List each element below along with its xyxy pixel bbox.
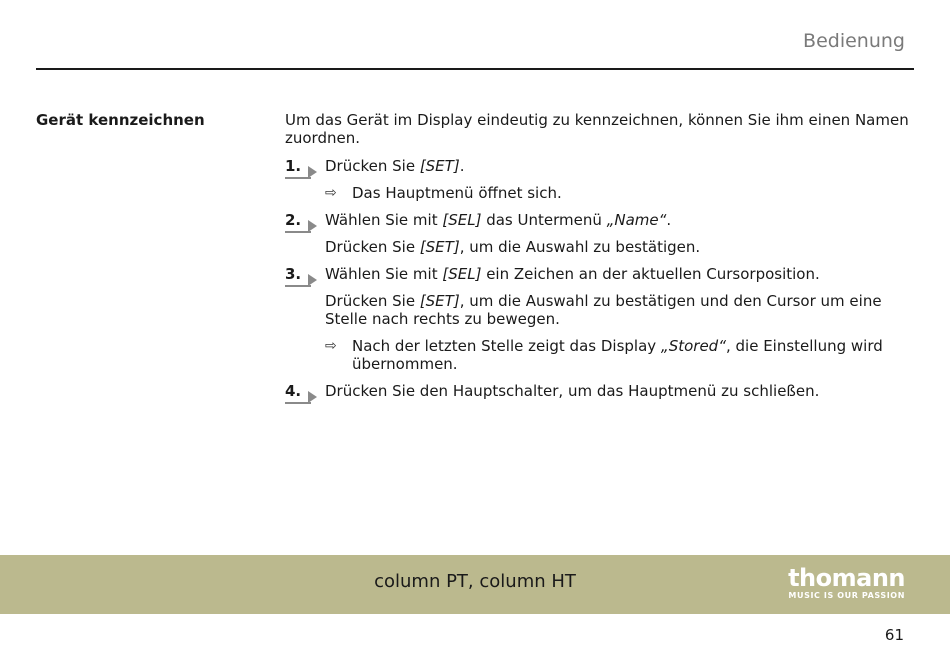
header-divider (36, 68, 914, 70)
text: Drücken Sie (325, 157, 420, 175)
step-arrow-head-icon (308, 274, 317, 286)
step-number-label: 4. (285, 382, 302, 400)
step-arrow-head-icon (308, 166, 317, 178)
text: Drücken Sie (325, 292, 420, 310)
text: . (459, 157, 465, 175)
text: , um die Auswahl zu bestätigen und den Cursor um eine Stelle nach rechts zu bewegen. (325, 292, 882, 328)
step-instruction (325, 292, 910, 328)
step-number (285, 157, 315, 175)
step-arrow-head-icon (308, 391, 317, 403)
step-result (325, 337, 910, 373)
text: . (666, 211, 672, 229)
step-2 (285, 211, 910, 256)
result-text: Nach der letzten Stelle zeigt das Display (352, 337, 661, 355)
result-text: , die Einstellung wird übernommen. (352, 337, 883, 373)
text: , um die Auswahl zu bestätigen. (459, 238, 701, 256)
logo-tagline: MUSIC IS OUR PASSION (788, 591, 905, 600)
text: ein Zeichen an der aktuellen Cursorposition. (481, 265, 820, 283)
step-3 (285, 265, 910, 373)
key-label: [SEL] (442, 265, 482, 283)
step-instruction (325, 238, 910, 256)
page-header-title: Bedienung (803, 30, 905, 52)
text: Drücken Sie (325, 238, 420, 256)
text: Drücken Sie den Hauptschalter, um das Hauptmenü zu schließen. (325, 382, 820, 400)
step-4 (285, 382, 910, 400)
key-label: [SET] (419, 238, 460, 256)
step-instruction (325, 211, 910, 229)
step-number (285, 382, 315, 400)
result-arrow-icon: ⇨ (325, 338, 337, 354)
thomann-logo (788, 565, 905, 601)
step-number-label: 1. (285, 157, 302, 175)
intro-text: Um das Gerät im Display eindeutig zu kennzeichnen, können Sie ihm einen Namen zuordnen. (285, 111, 909, 147)
step-number (285, 211, 315, 229)
text: Wählen Sie mit (325, 211, 443, 229)
step-result (325, 184, 910, 202)
result-arrow-icon: ⇨ (325, 185, 337, 201)
step-instruction (325, 157, 910, 175)
page-number: 61 (884, 626, 904, 644)
step-instruction (325, 382, 910, 400)
step-number-label: 2. (285, 211, 302, 229)
display-value: „Stored“ (660, 337, 726, 355)
key-label: [SET] (419, 292, 460, 310)
step-number-label: 3. (285, 265, 302, 283)
section-heading: Gerät kennzeichnen (36, 111, 205, 129)
text: das Untermenü (481, 211, 607, 229)
display-value: „Name“ (606, 211, 667, 229)
step-arrow-head-icon (308, 220, 317, 232)
text: Wählen Sie mit (325, 265, 443, 283)
section-content (285, 111, 910, 409)
key-label: [SET] (419, 157, 460, 175)
logo-wordmark: thomann (788, 564, 905, 592)
footer-product-name: column PT, column HT (374, 571, 576, 592)
step-1 (285, 157, 910, 202)
result-text: Das Hauptmenü öffnet sich. (352, 184, 562, 202)
key-label: [SEL] (442, 211, 482, 229)
step-instruction (325, 265, 910, 283)
step-number (285, 265, 315, 283)
